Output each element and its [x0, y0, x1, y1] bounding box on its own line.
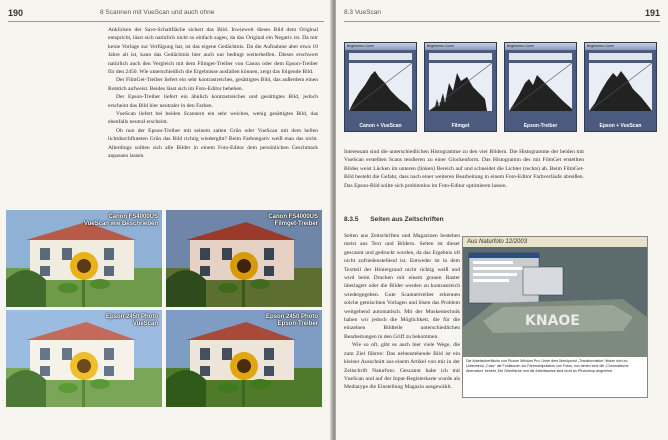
- curve-controls: [589, 53, 652, 60]
- paragraph: VueScan liefert bei beiden Scannern ein sehr weiches, wenig gesättigtes Bild, das ebenfalls neutral erscheint.: [108, 111, 318, 126]
- right-body-column: [344, 232, 460, 392]
- house-photo: [166, 210, 322, 307]
- svg-text:KNAOE: KNAOE: [525, 313, 580, 329]
- photo-label: Epson 2450 Photo VueScan: [105, 314, 158, 327]
- histogram-plot: [509, 63, 572, 111]
- window-titlebar: Brightness Curve: [585, 43, 656, 50]
- histogram-plot: [349, 63, 412, 111]
- paragraph: Seiten aus Zeitschriften und Magazinen bestehen meist aus Text und Bildern. Selten ist dieser gescannt und gedruckt worden, da das Ergebnis oft nicht zufriedenstellend ist. Entweder ist in dem Textteil der Hintergrund nicht richtig weiß und wird beim Drucken mit einem grauen Raster überlagert oder die Bilder werden zu kontrastreich wiedergegeben. Gute Scannertreiber erkennen solche gemischten Vorlagen und lösen das Problem weitgehend automatisch. Mit der Muskentechnik haben wir jedoch die Möglichkeit, die für die einzelnen Bildteile unterschiedlichen Bearbeitungen in den Griff zu bekommen.: [344, 233, 460, 340]
- page-number-left: 190: [8, 8, 24, 18]
- magazine-caption: Die Arbeitsoberfläche von Picture Window Pro: Unter dem Menüpunkt „Transformation“ finden sich im Untermenü „Color“ die Funktionen zur Farbmanipulation von Fotos, von denen eine die „Chromatische Aberration“ behebt. Die Oberfläche und die Arbeitsweise sind nicht an Photoshop angelehnt.: [466, 359, 629, 373]
- window-titlebar: Brightness Curve: [425, 43, 496, 50]
- section-title: Seiten aus Zeitschriften: [370, 216, 444, 223]
- section-number: 8.3.5: [344, 216, 359, 223]
- paragraph: Der FilmGet-Treiber liefert ein sehr kontrastreiches, gesättigtes Bild, das außerdem einen Rotstich aufweist. Beides lässt sich im Foto-Editor beheben.: [108, 77, 318, 92]
- histogram-caption: Canon + VueScan: [359, 123, 402, 129]
- left-page: [0, 0, 332, 440]
- histogram-window: [424, 42, 497, 132]
- photo-label: Canon FS4000US Filmget-Treiber: [268, 214, 318, 227]
- window-titlebar: Brightness Curve: [505, 43, 576, 50]
- histogram-plot: [429, 63, 492, 111]
- histogram-window: [504, 42, 577, 132]
- section-heading: [344, 216, 444, 223]
- curve-controls: [349, 53, 412, 60]
- photo-label: Epson 2450 Photo Epson-Treiber: [265, 314, 318, 327]
- magazine-figure: [462, 236, 648, 398]
- paragraph: Anklicken der Save-Schaltfläche sichert das Bild. Inwieweit dieses Bild dem Original entspricht, lässt sich natürlich nicht so einfach sagen, da das Original ein Negativ ist. Da mir keine Vorlage zur Verfügung hat, ist das eigene Gedächtnis. Da die Aufnahme aber etwa 10 Jahre alt ist, kann das Gedächtnis hier auch nur bedingt weiterhelfen. Dieses erschwert natürlich auch den Vergleich mit dem Filmget-Treiber von Canon oder dem Epson-Treiber für den 2450. Wie unterschiedlich die Ergebnisse ausfallen können, zeigt das folgende Bild.: [108, 27, 318, 76]
- curve-controls: [509, 53, 572, 60]
- paragraph: Wie so oft, gibt es auch hier viele Wege, die zum Ziel führen: Das nebenstehende Bild ist ein kleiner Ausschnitt aus einem Artikel von mir in der Zeitschrift Naturfoto. Gescannt habe ich mit VueScan und auf der Input-Registerkarte wurde als Mediatype die Einstellung Magazin ausgewählt.: [344, 342, 460, 391]
- magazine-title: Aus Naturfoto 12/2003: [463, 237, 647, 247]
- histogram-caption: Epson + VueScan: [599, 123, 642, 129]
- running-head-right: 8.3 VueScan: [344, 9, 381, 16]
- histogram-plot: [589, 63, 652, 111]
- header-rule: [8, 21, 324, 22]
- left-body-text: [108, 26, 318, 161]
- house-photo: [6, 210, 162, 307]
- header-rule: [344, 21, 660, 22]
- photo-label: Canon FS4000US VueScan wie Beschrieben: [83, 214, 158, 227]
- right-body-paragraph: Interessant sind die unterschiedlichen Histogramme zu den vier Bildern. Die Histogramme der beiden mit VueScan erstellten Scans tendieren zu einer Glockenform. Das Histogramm des mit FilmGet erstellten Bildes weist Lücken im unteren (linken) Bereich auf und schneidet die Lichter (rechts) ab. Beim FilmGet-Bild besteht die Gefahr, dass nach einer weiteren Bearbeitung in einem Foto-Editor Farbverläufe abreißen. Das Epson-Bild sollte sich problemlos im Foto-Editor optimieren lassen.: [344, 149, 584, 189]
- right-running-header: [336, 4, 668, 22]
- running-head-left: 8 Scannen mit VueScan und auch ohne: [100, 9, 215, 16]
- page-number-right: 191: [644, 8, 660, 18]
- left-running-header: [0, 4, 332, 22]
- window-titlebar: Brightness Curve: [345, 43, 416, 50]
- curve-controls: [429, 53, 492, 60]
- histogram-caption: Epson-Treiber: [523, 123, 558, 129]
- boat-screenshot-image: [463, 247, 647, 357]
- histogram-window: [344, 42, 417, 132]
- paragraph: Ob nun der Epson-Treiber mit seinem satten Grün oder VueScan mit dem hellen lichtdurchfluteten Grün das Bild richtig wiedergibt? Beim Farbnegativ weiß man das nicht. Allerdings sollten sich alle Bilder in einem Foto-Editor dem persönlichen Geschmack anpassen lassen.: [108, 127, 318, 160]
- paragraph: Der Epson-Treiber liefert ein ähnlich kontrastreiches und gesättigtes Bild, jedoch erscheint das Bild hier neutraler in den Farben.: [108, 94, 318, 109]
- house-photo: [6, 310, 162, 407]
- histogram-window: [584, 42, 657, 132]
- histogram-caption: Filmget: [451, 123, 470, 129]
- house-photo: [166, 310, 322, 407]
